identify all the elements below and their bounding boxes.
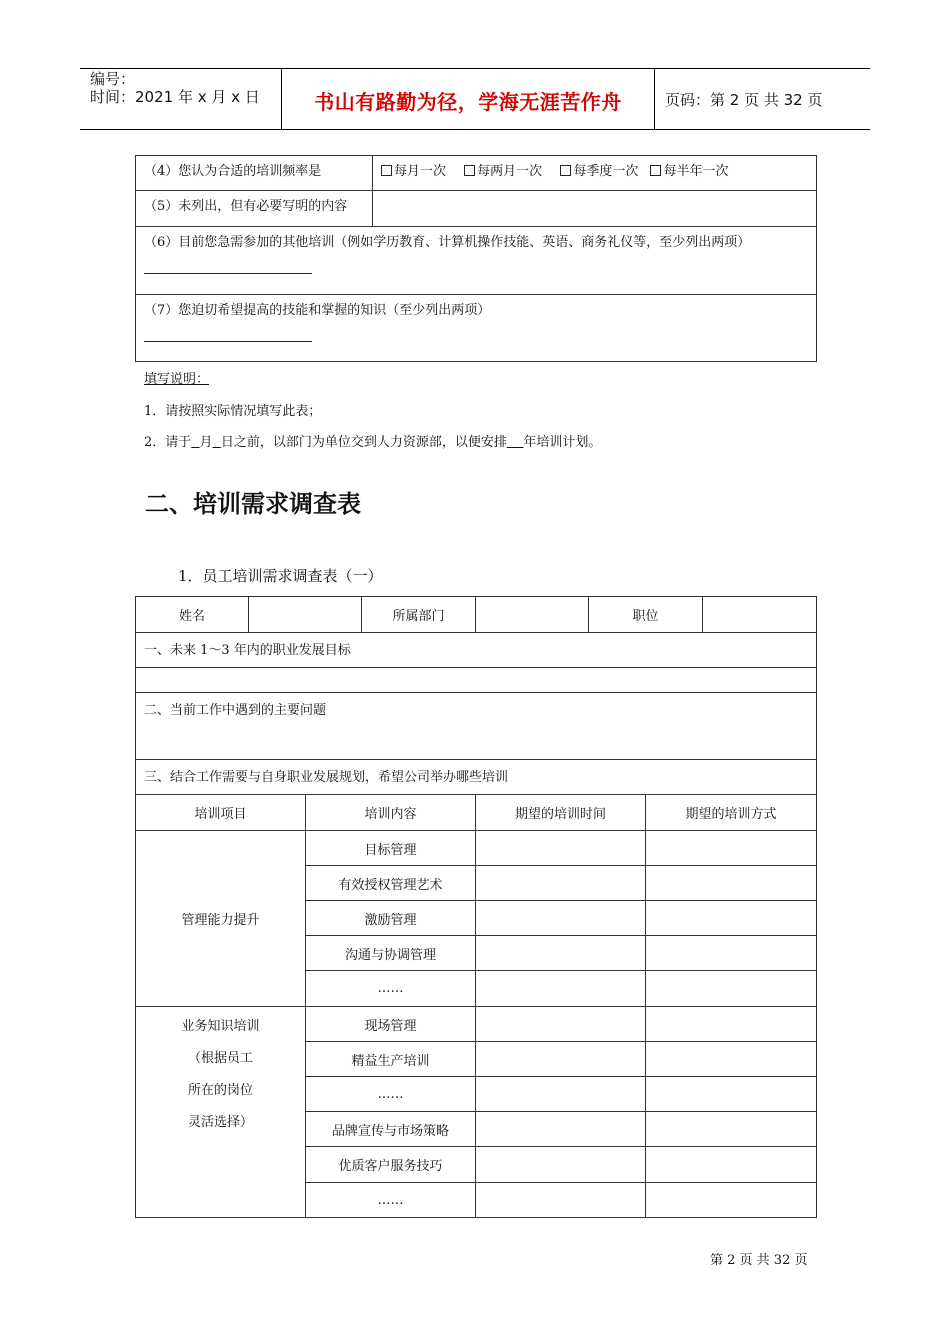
training-content: 精益生产培训 <box>306 1042 476 1077</box>
dept-label: 所属部门 <box>362 597 476 633</box>
survey-questions-table <box>135 155 817 362</box>
method-field[interactable] <box>646 1112 817 1147</box>
method-field[interactable] <box>646 866 817 901</box>
position-label: 职位 <box>589 597 703 633</box>
time-field[interactable] <box>476 936 646 971</box>
time-field[interactable] <box>476 831 646 866</box>
note-item-1: 1．请按照实际情况填写此表； <box>144 404 322 419</box>
doc-time: 时间：2021 年 x 月 x 日 <box>90 88 260 106</box>
time-field[interactable] <box>476 1007 646 1042</box>
time-field[interactable] <box>476 1042 646 1077</box>
employee-info-table <box>135 596 817 795</box>
method-field[interactable] <box>646 1077 817 1112</box>
method-field[interactable] <box>646 1007 817 1042</box>
notes-title: 填写说明： <box>144 372 210 387</box>
q4-option[interactable]: 每月一次 <box>381 160 446 179</box>
name-field[interactable] <box>249 597 362 633</box>
goal-label: 一、未来 1～3 年内的职业发展目标 <box>136 633 817 668</box>
col-header-item: 培训项目 <box>136 795 306 831</box>
time-field[interactable] <box>476 971 646 1007</box>
doc-number: 编号： <box>90 70 136 88</box>
col-header-content: 培训内容 <box>306 795 476 831</box>
time-field[interactable] <box>476 1077 646 1112</box>
header-motto: 书山有路勤为径，学海无涯苦作舟 <box>314 90 622 114</box>
checkbox-icon <box>381 165 392 176</box>
col-header-method: 期望的培训方式 <box>646 795 817 831</box>
category-management: 管理能力提升 <box>136 831 306 1007</box>
training-content: 沟通与协调管理 <box>306 936 476 971</box>
method-field[interactable] <box>646 936 817 971</box>
q4-option[interactable]: 每两月一次 <box>464 160 542 179</box>
time-field[interactable] <box>476 1112 646 1147</box>
header-divider <box>654 68 655 129</box>
section-title: 二、培训需求调查表 <box>145 490 361 518</box>
dept-field[interactable] <box>476 597 589 633</box>
checkbox-icon <box>650 165 661 176</box>
training-content: …… <box>306 1183 476 1218</box>
q5-label: （5）未列出，但有必要写明的内容 <box>136 191 373 227</box>
goal-answer[interactable] <box>136 668 817 693</box>
q6-cell <box>136 227 817 295</box>
method-field[interactable] <box>646 1042 817 1077</box>
name-label: 姓名 <box>136 597 249 633</box>
q5-answer[interactable] <box>373 191 817 227</box>
q4-label: （4）您认为合适的培训频率是 <box>136 156 373 191</box>
q4-option[interactable]: 每季度一次 <box>560 160 638 179</box>
method-field[interactable] <box>646 831 817 866</box>
method-field[interactable] <box>646 1147 817 1183</box>
category-business <box>136 1007 306 1218</box>
category-line: 所在的岗位 <box>187 1083 253 1098</box>
time-field[interactable] <box>476 866 646 901</box>
training-content: 品牌宣传与市场策略 <box>306 1112 476 1147</box>
wish-label: 三、结合工作需要与自身职业发展规划，希望公司举办哪些培训 <box>136 760 817 795</box>
method-field[interactable] <box>646 971 817 1007</box>
sub-title: 1．员工培训需求调查表（一） <box>178 567 383 585</box>
q7-answer-line[interactable] <box>144 340 312 342</box>
training-content: …… <box>306 971 476 1007</box>
footer-page-number: 第 2 页 共 32 页 <box>710 1253 808 1268</box>
training-content: …… <box>306 1077 476 1112</box>
header-bottom-rule <box>80 129 870 130</box>
position-field[interactable] <box>703 597 817 633</box>
training-content: 目标管理 <box>306 831 476 866</box>
time-field[interactable] <box>476 901 646 936</box>
training-content: 现场管理 <box>306 1007 476 1042</box>
q7-cell <box>136 295 817 362</box>
q6-answer-line[interactable] <box>144 272 312 274</box>
time-field[interactable] <box>476 1147 646 1183</box>
time-field[interactable] <box>476 1183 646 1218</box>
training-content: 优质客户服务技巧 <box>306 1147 476 1183</box>
q4-options <box>373 156 817 191</box>
col-header-time: 期望的培训时间 <box>476 795 646 831</box>
checkbox-icon <box>560 165 571 176</box>
note-item-2: 2．请于 月 日之前，以部门为单位交到人力资源部，以便安排 年培训计划。 <box>144 435 602 450</box>
problem-label: 二、当前工作中遇到的主要问题 <box>136 693 817 760</box>
header-page-number: 页码：第 2 页 共 32 页 <box>665 91 823 109</box>
method-field[interactable] <box>646 1183 817 1218</box>
method-field[interactable] <box>646 901 817 936</box>
training-content: 激励管理 <box>306 901 476 936</box>
category-line: 业务知识培训 <box>181 1019 260 1034</box>
category-line: 灵活选择） <box>187 1115 253 1130</box>
category-line: （根据员工 <box>187 1051 253 1066</box>
q6-label: （6）目前您急需参加的其他培训（例如学历教育、计算机操作技能、英语、商务礼仪等，至少列出两项） <box>144 235 751 250</box>
training-wish-table <box>135 794 817 1218</box>
q7-label: （7）您迫切希望提高的技能和掌握的知识（至少列出两项） <box>144 303 491 318</box>
checkbox-icon <box>464 165 475 176</box>
q4-option[interactable]: 每半年一次 <box>650 160 728 179</box>
header-top-rule <box>80 68 870 69</box>
training-content: 有效授权管理艺术 <box>306 866 476 901</box>
